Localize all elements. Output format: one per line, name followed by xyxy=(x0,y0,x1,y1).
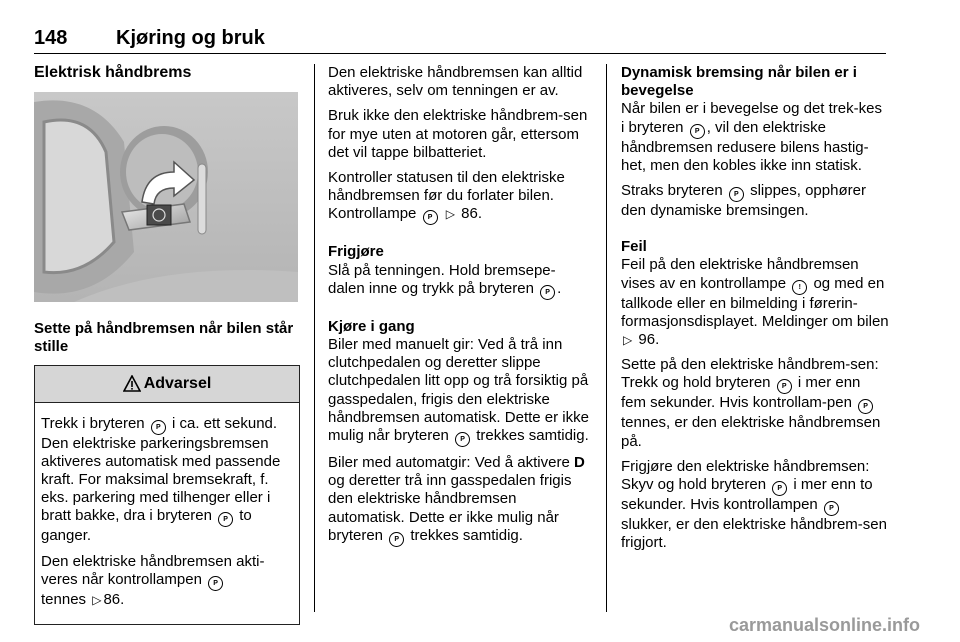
page-reference-icon: ▷ xyxy=(445,207,455,222)
text-span: i mer enn to sekunder. Hvis kontrollampen xyxy=(621,476,873,514)
page-reference-icon: ▷ xyxy=(92,592,102,607)
paragraph xyxy=(621,458,889,553)
text-span: Slå på tenningen. Hold bremsepe-dalen inne og trykk på bryteren xyxy=(328,261,556,297)
text-span: Feil på den elektriske håndbremsen vises av en kontrollampe xyxy=(621,256,859,292)
column-1 xyxy=(34,64,300,625)
parking-brake-icon: P xyxy=(389,532,404,547)
paragraph xyxy=(621,100,889,175)
warning-paragraph xyxy=(41,553,293,609)
text-span: Sette på den elektriske håndbrem-sen: Trekk og hold bryteren xyxy=(621,356,879,392)
column-2 xyxy=(328,64,590,554)
column-divider xyxy=(606,64,607,612)
warning-paragraph xyxy=(41,415,293,546)
text-span: trekkes samtidig. xyxy=(476,427,589,445)
page-reference: 86. xyxy=(461,205,482,223)
parking-brake-icon: P xyxy=(729,187,744,202)
text-span: Når bilen er i bevegelse og det trek-kes i bryteren xyxy=(621,100,882,136)
section-title: Elektrisk håndbrems xyxy=(34,64,192,81)
text-span: Kontroller statusen til den elektriske håndbremsen før du forlater bilen. Kontrollampe xyxy=(328,169,565,223)
warning-header xyxy=(35,366,299,403)
subheading-fault: Feil xyxy=(621,238,647,256)
text-span: Den elektriske håndbremsen akti-veres når kontrollampen xyxy=(41,552,265,588)
handbrake-figure xyxy=(34,92,298,302)
text-span: slippes, opphører den dynamiske bremsingen. xyxy=(621,182,866,220)
parking-brake-icon: P xyxy=(777,379,792,394)
paragraph xyxy=(621,356,889,451)
page-reference: 96. xyxy=(638,331,660,349)
parking-brake-icon: P xyxy=(151,420,166,435)
text-span: , vil den elektriske håndbremsen redusere bilens hastig-het, men den kobles ikke inn statisk. xyxy=(621,118,869,174)
parking-brake-icon: P xyxy=(218,512,233,527)
text-span: slukker, er den elektriske håndbrem-sen frigjort. xyxy=(621,516,887,552)
parking-brake-icon: P xyxy=(540,285,555,300)
subheading-drive-off: Kjøre i gang xyxy=(328,317,415,335)
paragraph: Bruk ikke den elektriske håndbrem-sen for mye uten at motoren går, ettersom det vil tappe bilbatteriet. xyxy=(328,107,588,161)
page-reference: 86. xyxy=(103,590,125,608)
column-3 xyxy=(621,64,889,559)
text-span: tennes xyxy=(41,590,87,608)
text-span: i mer enn fem sekunder. Hvis kontrollam-pen xyxy=(621,374,861,412)
text-span: i ca. ett sekund. Den elektriske parkeringsbremsen aktiveres automatisk med passende kraft. For maksimal bremsekraft, f. eks. parkering med tilhenger eller i bratt bakke, dra i bryteren xyxy=(41,414,281,525)
parking-brake-icon: P xyxy=(858,399,873,414)
paragraph xyxy=(621,256,889,349)
text-span: og med en tallkode eller en bilmelding i førerin-formasjonsdisplayet. Meldinger om bilen xyxy=(621,274,889,330)
text-span: . xyxy=(557,279,562,297)
text-span: Straks bryteren xyxy=(621,182,723,200)
page-reference-icon: ▷ xyxy=(623,333,633,348)
watermark: carmanualsonline.info xyxy=(728,615,920,635)
text-span: trekkes samtidig. xyxy=(410,526,523,544)
fault-lamp-icon: ! xyxy=(792,280,807,295)
paragraph: Den elektriske håndbremsen kan alltid aktiveres, selv om tenningen er av. xyxy=(328,64,583,100)
gear-d-label: D xyxy=(573,454,585,472)
text-span: Trekk i bryteren xyxy=(41,414,145,432)
paragraph xyxy=(621,182,889,220)
parking-brake-icon: P xyxy=(824,501,839,516)
parking-brake-icon: P xyxy=(208,576,223,591)
warning-body xyxy=(35,403,299,624)
page-number: 148 xyxy=(34,27,68,49)
text-span: Frigjøre den elektriske håndbremsen: Skyv og hold bryteren xyxy=(621,457,870,494)
subheading-dynamic-braking: Dynamisk bremsing når bilen er i bevegelse xyxy=(621,64,857,100)
warning-triangle-icon xyxy=(123,375,141,393)
warning-box xyxy=(34,365,300,625)
paragraph xyxy=(328,262,590,300)
chapter-title: Kjøring og bruk xyxy=(116,27,265,49)
parking-brake-icon: P xyxy=(455,432,470,447)
text-span: Biler med manuelt gir: Ved å trå inn clutchpedalen og deretter slippe clutchpedalen litt opp og trå forsiktig på gasspedalen, frigis den elektriske håndbremsen automatisk. Dette er ikke mulig når bryteren xyxy=(328,336,589,445)
column-divider xyxy=(314,64,315,612)
text-span: og deretter trå inn gasspedalen frigis den elektriske håndbremsen automatisk. Dette er ikke mulig når bryteren xyxy=(328,472,572,544)
figure-heading: Sette på håndbremsen når bilen står stille xyxy=(34,320,294,356)
parking-brake-icon: P xyxy=(772,481,787,496)
text-span: to ganger. xyxy=(41,507,252,545)
page-header xyxy=(34,27,886,54)
text-span: tennes, er den elektriske håndbremsen på. xyxy=(621,414,881,450)
text-span: Biler med automatgir: Ved å aktivere xyxy=(328,454,570,472)
paragraph xyxy=(328,336,590,447)
paragraph xyxy=(328,454,590,547)
paragraph xyxy=(328,169,590,225)
parking-brake-icon: P xyxy=(690,124,705,139)
parking-brake-icon: P xyxy=(423,210,438,225)
subheading-release: Frigjøre xyxy=(328,243,384,261)
warning-title: Advarsel xyxy=(143,374,212,392)
